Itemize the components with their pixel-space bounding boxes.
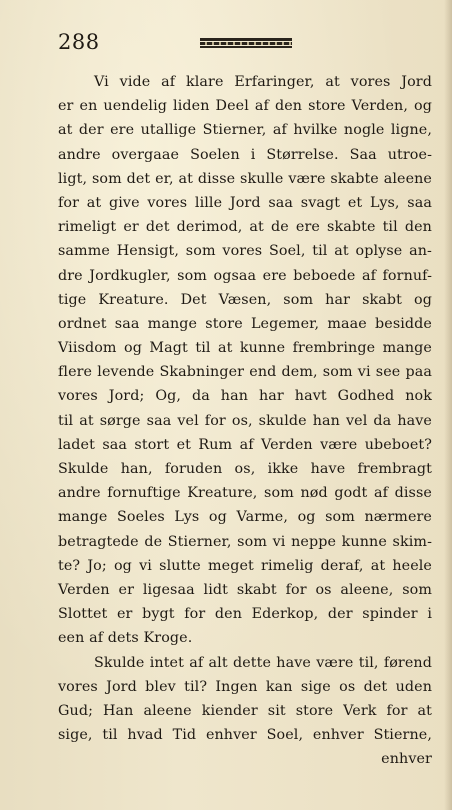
text-line: ligt, som det er, at disse skulle være skabte aleene (58, 170, 432, 187)
text-line: rimeligt er det derimod, at de ere skabte til den (58, 219, 432, 236)
text-line: til at sørge saa vel for os, skulde han vel da have (58, 412, 432, 429)
text-line: een af dets Kroge. (58, 630, 193, 647)
text-line: vores Jord blev til? Ingen kan sige os det uden (58, 678, 432, 695)
text-line: andre overgaae Soelen i Størrelse. Saa utroe- (58, 146, 432, 163)
body-text (58, 70, 432, 771)
text-line: Vi vide af klare Erfaringer, at vores Jord (94, 74, 432, 90)
header-ornament (200, 38, 292, 48)
ornament-rule-top (200, 38, 292, 41)
ornament-rule-middle (200, 42, 292, 45)
text-line: Skulde han, foruden os, ikke have frembragt (58, 461, 432, 477)
text-line: for at give vores lille Jord saa svagt et Lys, saa (58, 194, 432, 211)
text-line: andre fornuftige Kreature, som nød godt af disse (58, 485, 432, 502)
text-line: samme Hensigt, som vores Soel, til at oplyse an- (58, 243, 432, 260)
text-line: ladet saa stort et Rum af Verden være ubeboet? (58, 436, 432, 453)
catchword: enhver (381, 751, 432, 768)
text-line: Viisdom og Magt til at kunne frembringe mange (58, 340, 432, 357)
page-header (58, 30, 432, 58)
text-line: te? Jo; og vi slutte meget rimelig deraf, at heele (58, 557, 432, 574)
text-line: tige Kreature. Det Væsen, som har skabt og (58, 291, 432, 308)
text-line: er en uendelig liden Deel af den store Verden, og (58, 98, 432, 115)
page-number: 288 (58, 30, 100, 54)
text-line: Slottet er bygt for den Ederkop, der spinder i (58, 606, 432, 623)
text-line: dre Jordkugler, som ogsaa ere beboede af fornuf- (58, 267, 432, 284)
text-line: mange Soeles Lys og Varme, og som nærmere (58, 509, 432, 526)
text-line: Verden er ligesaa lidt skabt for os aleene, som (58, 581, 432, 598)
text-line: flere levende Skabninger end dem, som vi see paa (58, 364, 432, 381)
text-line: Skulde intet af alt dette have være til, førend (94, 654, 432, 671)
text-line: sige, til hvad Tid enhver Soel, enhver Stierne, (58, 727, 432, 744)
text-line: at der ere utallige Stierner, af hvilke nogle ligne, (58, 122, 432, 139)
ornament-rule-bottom (200, 46, 292, 48)
text-line: vores Jord; Og, da han har havt Godhed nok (58, 388, 432, 405)
text-line: Gud; Han aleene kiender sit store Verk for at (58, 702, 432, 719)
text-line: betragtede de Stierner, som vi neppe kunne skim- (58, 533, 432, 550)
text-line: ordnet saa mange store Legemer, maae besidde (58, 315, 432, 332)
